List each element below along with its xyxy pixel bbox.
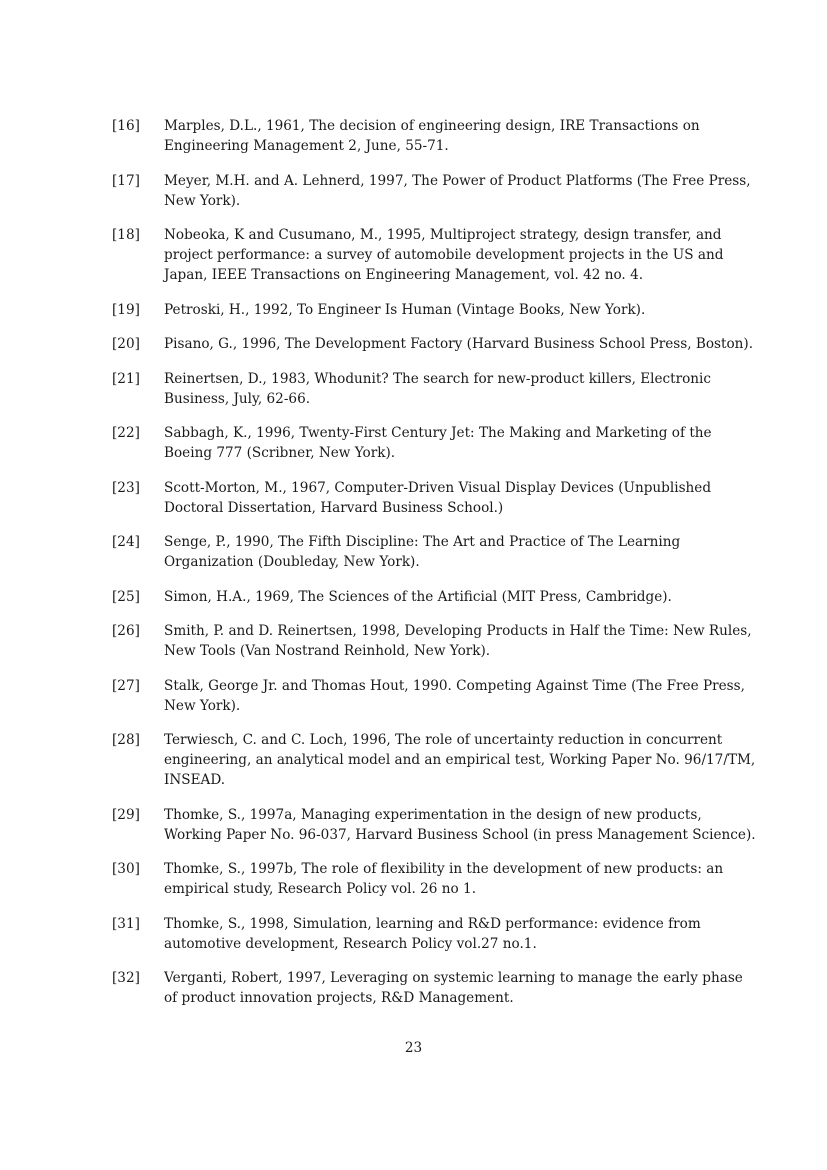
reference-item (112, 805, 762, 845)
reference-text: Smith, P. and D. Reinertsen, 1998, Developing Products in Half the Time: New Rules, New Tools (Van Nostrand Reinhold, New York). (164, 623, 752, 659)
reference-item (112, 968, 762, 1008)
reference-text: Thomke, S., 1997a, Managing experimentation in the design of new products, Working Paper No. 96-037, Harvard Business School (in press Management Science). (164, 806, 756, 843)
reference-number: [27] (112, 677, 140, 694)
reference-number: [23] (112, 479, 140, 496)
reference-item (112, 676, 762, 716)
reference-text: Thomke, S., 1998, Simulation, learning and R&D performance: evidence from automotive development, Research Policy vol.27 no.1. (164, 915, 701, 952)
reference-number: [22] (112, 425, 140, 441)
reference-item (112, 116, 762, 156)
page-number: 23 (404, 1040, 423, 1056)
reference-text: Senge, P., 1990, The Fifth Discipline: The Art and Practice of The Learning Organization (Doubleday, New York). (164, 534, 681, 570)
reference-text: Sabbagh, K., 1996, Twenty-First Century Jet: The Making and Marketing of the Boeing 777 (Scribner, New York). (164, 425, 712, 461)
reference-text: Terwiesch, C. and C. Loch, 1996, The role of uncertainty reduction in concurrent engineering, an analytical model and an empirical test, Working Paper No. 96/17/TM, INSEAD. (164, 732, 756, 788)
reference-item (112, 859, 762, 899)
reference-item (112, 225, 762, 285)
reference-text: Verganti, Robert, 1997, Leveraging on systemic learning to manage the early phase of product innovation projects, R&D Management. (164, 970, 743, 1006)
reference-item (112, 914, 762, 954)
reference-item (112, 423, 762, 463)
reference-item (112, 730, 762, 790)
reference-number: [18] (112, 227, 140, 243)
reference-list (112, 116, 762, 1023)
reference-text: Simon, H.A., 1969, The Sciences of the Artificial (MIT Press, Cambridge). (164, 588, 672, 605)
reference-number: [29] (112, 806, 140, 823)
reference-number: [17] (112, 172, 140, 189)
reference-number: [25] (112, 588, 140, 605)
reference-text: Petroski, H., 1992, To Engineer Is Human (Vintage Books, New York). (164, 301, 646, 318)
reference-number: [21] (112, 370, 140, 387)
reference-number: [26] (112, 623, 140, 639)
reference-item (112, 171, 762, 211)
reference-number: [19] (112, 301, 140, 318)
reference-number: [20] (112, 336, 140, 352)
reference-text: Marples, D.L., 1961, The decision of engineering design, IRE Transactions on Engineering Management 2, June, 55-71. (164, 118, 700, 154)
reference-item (112, 587, 762, 607)
reference-number: [32] (112, 970, 140, 986)
reference-number: [31] (112, 915, 140, 932)
reference-number: [24] (112, 534, 140, 550)
reference-item (112, 621, 762, 661)
reference-item (112, 369, 762, 409)
reference-text: Meyer, M.H. and A. Lehnerd, 1997, The Power of Product Platforms (The Free Press, New York). (164, 172, 751, 209)
reference-text: Stalk, George Jr. and Thomas Hout, 1990. Competing Against Time (The Free Press, New York). (164, 677, 745, 714)
reference-text: Pisano, G., 1996, The Development Factory (Harvard Business School Press, Boston). (164, 336, 754, 352)
reference-item (112, 478, 762, 518)
reference-text: Reinertsen, D., 1983, Whodunit? The search for new-product killers, Electronic Business, July, 62-66. (164, 370, 711, 407)
reference-number: [28] (112, 732, 140, 748)
reference-number: [30] (112, 861, 140, 877)
reference-text: Scott-Morton, M., 1967, Computer-Driven Visual Display Devices (Unpublished Doctoral Dissertation, Harvard Business School.) (164, 479, 712, 516)
reference-text: Thomke, S., 1997b, The role of flexibility in the development of new products: an empirical study, Research Policy vol. 26 no 1. (164, 861, 724, 897)
reference-item (112, 300, 762, 320)
reference-text: Nobeoka, K and Cusumano, M., 1995, Multiproject strategy, design transfer, and project performance: a survey of automobile development projects in the US and Japan, IEEE Transactions on Engineering Management, vol. 42 no. 4. (164, 227, 724, 283)
reference-number: [16] (112, 118, 140, 134)
reference-item (112, 334, 762, 354)
reference-item (112, 532, 762, 572)
